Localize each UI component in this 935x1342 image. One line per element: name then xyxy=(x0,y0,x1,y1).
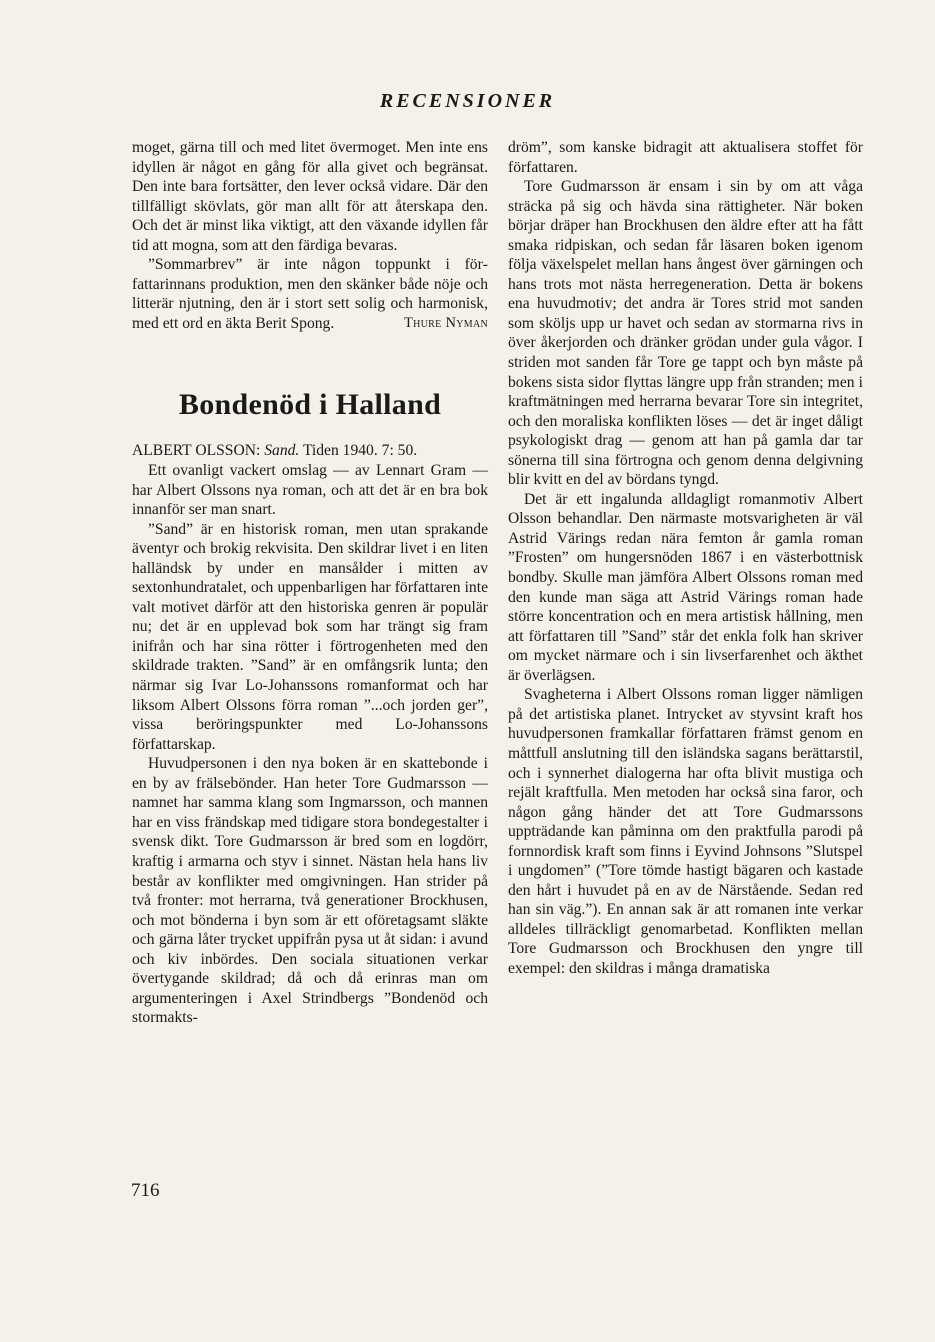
paragraph: moget, gärna till och med litet övermoget. Men inte ens idyllen är något en gång för alla givet och begränsat. Den inte bara fortsätter, den lever också vidare. Där den tillfälligt skövlats, gör man allt för att återskapa den. Och det är minst lika viktigt, att den växande idyllen får tid att mogna, som att den färdiga bevaras. xyxy=(132,139,488,254)
paragraph: Tore Gudmarsson är ensam i sin by om att våga sträcka på sig och hävda sina rättigheter. När boken börjar dräper han Brockhusen den äldre efter att ha fått smaka ridpiskan, och sedan får läsaren boken igenom följa växelspelet mellan hans ångest över gärningen och hans trots mot nästa herregeneration. Detta är bokens ena huvudmotiv; det andra är Tores strid mot sanden som sköljs upp ur havet och sedan av stormarna rivs in över åkerjorden och dränker grödan under gula vågor. I striden mot sanden får Tore ge tappt och byn måste på bokens sista sidor flyttas längre upp från stranden; men i kraftmätningen med herrarna bevarar Tore sin integritet, och den moraliska konflikten löses — det är inget dåligt psykologiskt drag — genom att han på gamla dar tar sönerna till sina förtrogna och genom denna delgivning blir kvitt en del av bördans tyngd. xyxy=(508,178,863,489)
running-head: RECENSIONER xyxy=(379,90,556,112)
left-column xyxy=(132,138,488,1028)
review-signature: Thure Nyman xyxy=(403,314,488,331)
paragraph-with-signature xyxy=(132,255,488,333)
book-info xyxy=(132,441,488,461)
paragraph-text: ”Sommarbrev” är inte någon toppunkt i författarinnans produktion, men den skänker både nöje och litterär njutning, den är i stort sett solig och harmonisk, med ett ord en äkta Berit Spong. xyxy=(132,256,488,332)
paragraph: Huvudpersonen i den nya boken är en skattebonde i en by av frälsebönder. Han heter Tore Gudmarsson — namnet har samma klang som Ingmarsson, och mannen har en viss frändskap med tidigare stora bondegestalter i svensk dikt. Tore Gudmarsson är bred som en logdörr, kraftig i armarna och styv i sinnet. Nästan hela hans liv består av konflikter med omgivningen. Han strider på två fronter: mot herrarna, två generationer Brockhusen, och mot bönderna i byn som är ett oföretagsamt släkte och gärna låter trycket uppifrån pysa ut åt sidan: i avund och kiv inbördes. Den sociala situationen verkar övertygande skildrad; då och då erinras man om argumenteringen i Axel Strindbergs ”Bondenöd och stormakts- xyxy=(132,755,488,1027)
right-column xyxy=(508,138,863,979)
paragraph: ”Sand” är en historisk roman, men utan sprakande äventyr och brokig rekvisita. Den skildrar livet i en liten halländsk by under en mansålder i mitten av sextonhundratalet, och uppenbarligen har författaren inte valt motivet därför att den historiska genren är populär nu; det är en upplevad bok som har trängt sig fram inifrån och har sina rötter i förtrogenheten med den skildrade trakten. ”Sand” är en omfångsrik lunta; den närmar sig Ivar Lo-Johanssons romanformat och har liksom Albert Olssons förra roman ”...och jorden ger”, vissa beröringspunkter med Lo-Johanssons författarskap. xyxy=(132,520,488,753)
page-number: 716 xyxy=(131,1180,160,1201)
book-publisher: Tiden 1940. 7: 50. xyxy=(302,442,418,460)
paragraph: Det är ett ingalunda alldagligt romanmotiv Albert Olsson behandlar. Den närmaste motsvarigheten är väl Astrid Värings redan nära femton år gamla roman ”Frosten” om hungersnöden 1867 i en västerbottnisk bondby. Skulle man jämföra Albert Olssons roman med den kunde man säga att Astrid Värings roman hade större koncentration och en mera artistisk hållning, men att författaren till ”Sand” står det enkla folk han skriver om mycket närmare och i sin livserfarenhet och äkthet är överlägsen. xyxy=(508,490,863,684)
book-author: ALBERT OLSSON: xyxy=(132,442,261,460)
paragraph: dröm”, som kanske bidragit att aktualisera stoffet för författaren. xyxy=(508,139,863,176)
book-title: Sand. xyxy=(264,442,300,460)
review-title: Bondenöd i Halland xyxy=(178,388,442,422)
paragraph: Svagheterna i Albert Olssons roman ligger nämligen på det artistiska planet. Intrycket av styvsint kraft hos huvudpersonen framkallar författaren främst genom en måttfull anslutning till den isländska sagans berättarstil, och i synnerhet dialogerna har ofta blivit mustiga och rejält kraftfulla. Men metoden har också sina faror, och någon gång händer det att Tore Gudmarssons uppträdande kan påminna om den praktfulla parodi på fornnordisk kraft som finns i Eyvind Johnsons ”Slutspel i ungdomen” (”Tore tömde hastigt bägaren och kastade den hårt i huvudet på en av de Närstående. Sedan red han sin väg.”). En annan sak är att romanen inte verkar alldeles tillräckligt genomarbetad. Konflikten mellan Tore Gudmarsson och Brockhusen den yngre till exempel: den skildras i många dramatiska xyxy=(508,686,863,977)
paragraph: Ett ovanligt vackert omslag — av Lennart Gram — har Albert Olssons nya roman, och att det är en bra bok innanför ser man snart. xyxy=(132,462,488,519)
